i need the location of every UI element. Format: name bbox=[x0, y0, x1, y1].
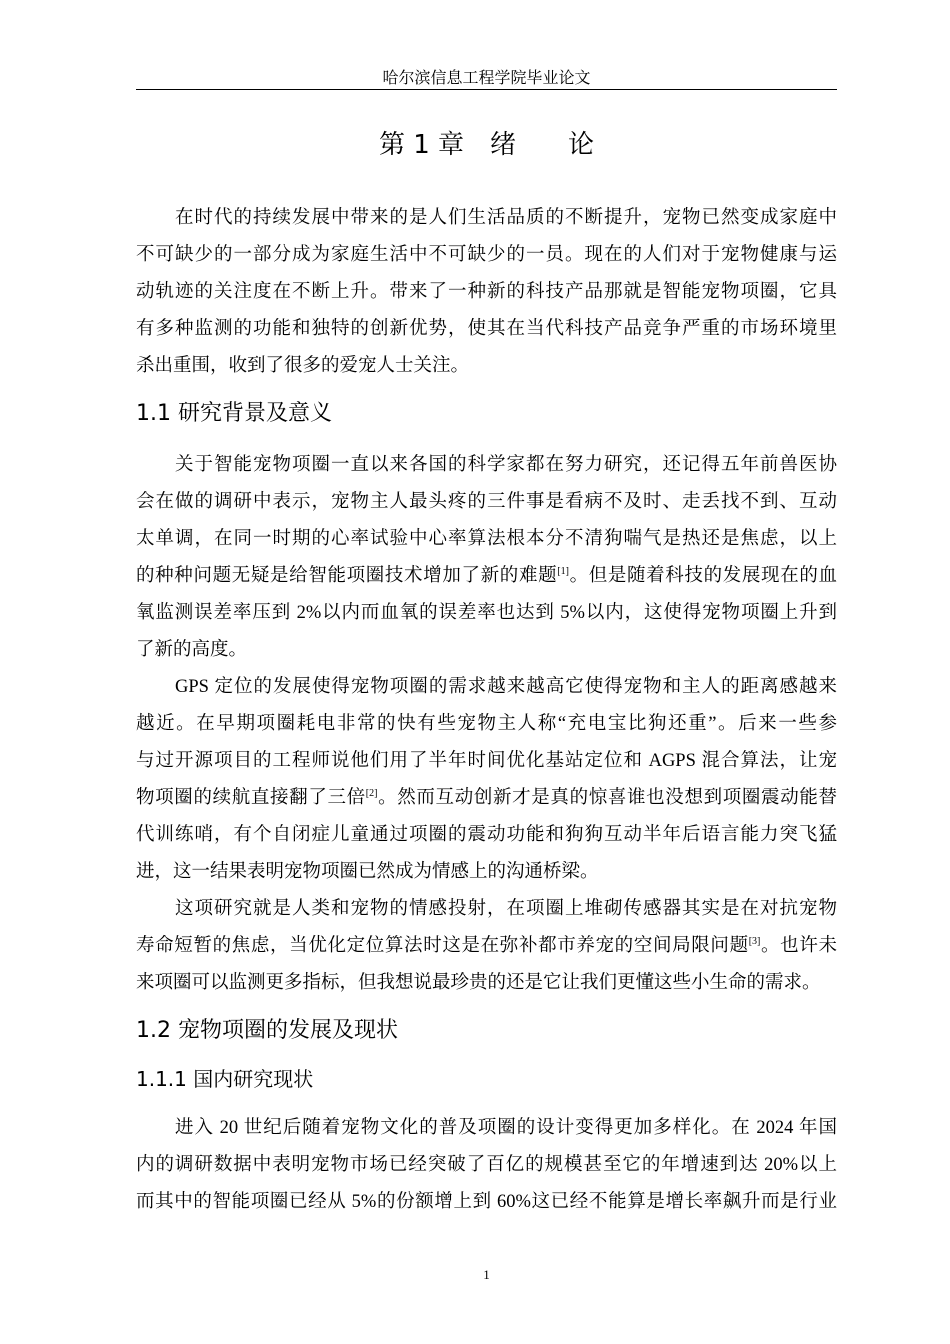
header-rule bbox=[136, 89, 837, 90]
text-segment: 。然而互动创新才是真的惊喜谁也没想到项圈震动能替 bbox=[377, 788, 837, 808]
text-line-with-citation bbox=[136, 935, 837, 957]
text-segment: 寿命短暂的焦虑，当优化定位算法时这是在弥补都市养宠的空间局限问题 bbox=[136, 936, 749, 956]
text-line: 会在做的调研中表示，宠物主人最头疼的三件事是看病不及时、走丢找不到、互动 bbox=[136, 492, 837, 512]
text-segment: 。但是随着科技的发展现在的血 bbox=[568, 566, 837, 586]
text-line: 氧监测误差率压到 2%以内而血氧的误差率也达到 5%以内，这使得宠物项圈上升到 bbox=[136, 603, 837, 623]
text-line: 这项研究就是人类和宠物的情感投射，在项圈上堆砌传感器其实是在对抗宠物 bbox=[175, 899, 837, 919]
text-line: 动轨迹的关注度在不断上升。带来了一种新的科技产品那就是智能宠物项圈，它具 bbox=[136, 282, 837, 302]
chapter-number: 第 1 章 bbox=[378, 130, 465, 160]
text-line: 关于智能宠物项圈一直以来各国的科学家都在努力研究，还记得五年前兽医协 bbox=[175, 455, 837, 475]
text-line: 越近。在早期项圈耗电非常的快有些宠物主人称“充电宝比狗还重”。后来一些参 bbox=[136, 714, 837, 734]
text-segment: 的种种问题无疑是给智能项圈技术增加了新的难题 bbox=[136, 566, 558, 586]
citation-ref-2: [2] bbox=[365, 787, 378, 799]
text-line: 在时代的持续发展中带来的是人们生活品质的不断提升，宠物已然变成家庭中 bbox=[175, 208, 837, 228]
page-number: 1 bbox=[483, 1267, 490, 1282]
text-line: 来项圈可以监测更多指标，但我想说最珍贵的还是它让我们更懂这些小生命的需求。 bbox=[136, 973, 821, 993]
text-line: 有多种监测的功能和独特的创新优势，使其在当代科技产品竞争严重的市场环境里 bbox=[136, 319, 837, 339]
section-heading-1-1: 1.1 研究背景及意义 bbox=[136, 401, 332, 426]
text-line: 太单调，在同一时期的心率试验中心率算法根本分不清狗喘气是热还是焦虑，以上 bbox=[136, 529, 837, 549]
chapter-title-part2: 论 bbox=[568, 130, 595, 160]
citation-ref-3: [3] bbox=[748, 935, 761, 947]
text-segment: 物项圈的续航直接翻了三倍 bbox=[136, 788, 366, 808]
text-line: 了新的高度。 bbox=[136, 640, 248, 660]
text-line-with-citation bbox=[136, 565, 837, 587]
text-line: 与过开源项目的工程师说他们用了半年时间优化基站定位和 AGPS 混合算法，让宠 bbox=[136, 751, 837, 771]
text-line: 进入 20 世纪后随着宠物文化的普及项圈的设计变得更加多样化。在 2024 年国 bbox=[175, 1118, 837, 1138]
text-line-with-citation bbox=[136, 787, 837, 809]
text-segment: 。也许未 bbox=[760, 936, 837, 956]
subsection-heading-1-1-1: 1.1.1 国内研究现状 bbox=[136, 1067, 314, 1091]
text-line: 不可缺少的一部分成为家庭生活中不可缺少的一员。现在的人们对于宠物健康与运 bbox=[136, 245, 837, 265]
chapter-title bbox=[136, 128, 837, 162]
citation-ref-1: [1] bbox=[557, 565, 569, 577]
running-header: 哈尔滨信息工程学院毕业论文 bbox=[382, 70, 591, 87]
chapter-title-part1: 绪 bbox=[490, 130, 517, 160]
text-line: GPS 定位的发展使得宠物项圈的需求越来越高它使得宠物和主人的距离感越来 bbox=[175, 677, 837, 697]
text-line: 内的调研数据中表明宠物市场已经突破了百亿的规模甚至它的年增速到达 20%以上 bbox=[136, 1155, 837, 1175]
text-line: 代训练哨，有个自闭症儿童通过项圈的震动功能和狗狗互动半年后语言能力突飞猛 bbox=[136, 825, 837, 845]
text-line: 而其中的智能项圈已经从 5%的份额增上到 60%这已经不能算是增长率飙升而是行业 bbox=[136, 1192, 837, 1212]
section-heading-1-2: 1.2 宠物项圈的发展及现状 bbox=[136, 1018, 398, 1043]
text-line: 杀出重围，收到了很多的爱宠人士关注。 bbox=[136, 356, 470, 376]
text-line: 进，这一结果表明宠物项圈已然成为情感上的沟通桥梁。 bbox=[136, 862, 599, 882]
